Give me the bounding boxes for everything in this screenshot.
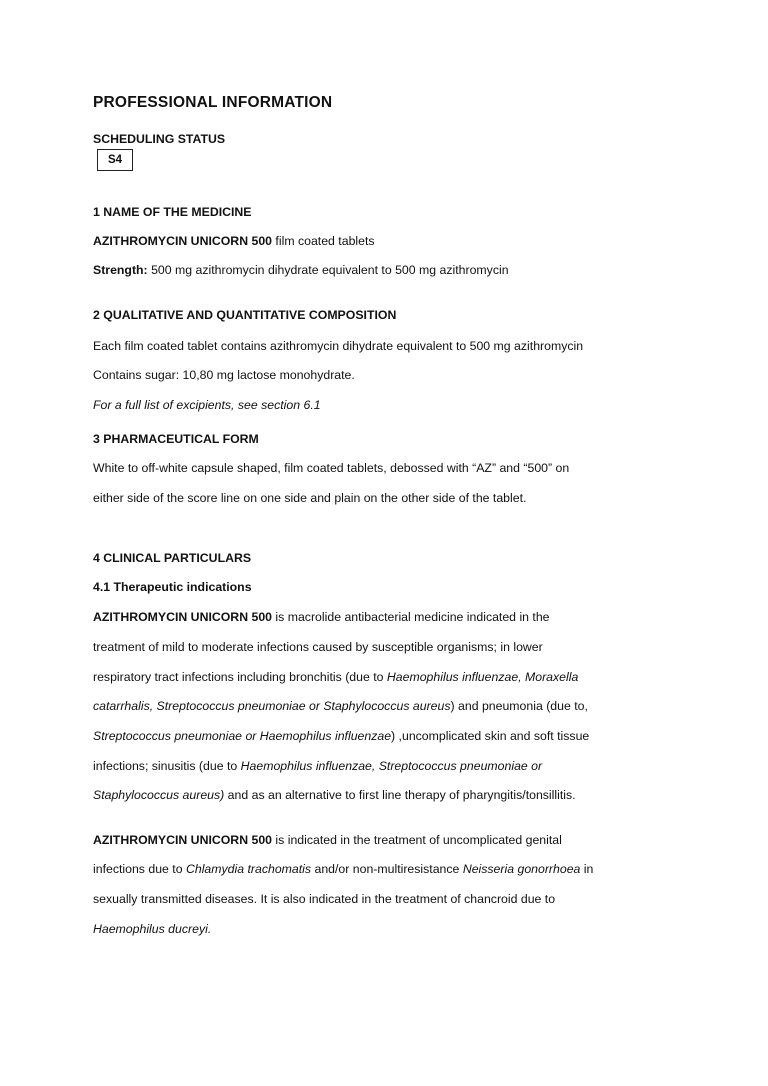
indications-p2-line-4: Haemophilus ducreyi. [93, 922, 212, 936]
section-4-heading: 4 CLINICAL PARTICULARS [93, 551, 252, 565]
section-1-heading: 1 NAME OF THE MEDICINE [93, 205, 252, 219]
text-span: is indicated in the treatment of uncomplicated genital [272, 833, 562, 847]
section-2-heading: 2 QUALITATIVE AND QUANTITATIVE COMPOSITION [93, 308, 397, 322]
organism-name: Neisseria gonorrhoea [462, 862, 581, 876]
indications-p1-line-1 [93, 610, 550, 625]
scheduling-status-heading: SCHEDULING STATUS [93, 132, 226, 146]
section-4-1-heading: 4.1 Therapeutic indications [93, 580, 252, 594]
organism-name: Haemophilus influenzae, Moraxella [386, 670, 579, 684]
text-span: in [580, 862, 594, 876]
scheduling-status-badge [97, 149, 133, 171]
page-title: PROFESSIONAL INFORMATION [93, 94, 333, 111]
text-span: infections; sinusitis (due to [93, 759, 241, 773]
medicine-name: AZITHROMYCIN UNICORN 500 [93, 610, 273, 624]
indications-p2-line-2 [93, 862, 593, 877]
indications-p1-line-2: treatment of mild to moderate infections caused by susceptible organisms; in lower [93, 640, 543, 654]
indications-p1-line-4 [93, 699, 588, 714]
text-span: infections due to [93, 862, 186, 876]
medicine-name: AZITHROMYCIN UNICORN 500 [93, 234, 273, 248]
organism-name: Staphylococcus aureus) [93, 788, 225, 802]
text-span: and/or non-multiresistance [311, 862, 463, 876]
composition-line-1: Each film coated tablet contains azithromycin dihydrate equivalent to 500 mg azithromycin [93, 339, 584, 353]
strength-text: 500 mg azithromycin dihydrate equivalent to 500 mg azithromycin [147, 263, 509, 277]
text-span: ) ,uncomplicated skin and soft tissue [391, 729, 590, 743]
composition-line-3: For a full list of excipients, see section 6.1 [93, 398, 321, 412]
organism-name: Haemophilus influenzae, Streptococcus pneumoniae or [240, 759, 543, 773]
indications-p2-line-1 [93, 833, 562, 848]
indications-p1-line-6 [93, 759, 542, 774]
form-line-1: White to off-white capsule shaped, film coated tablets, debossed with “AZ” and “500” on [93, 461, 570, 475]
strength-label: Strength: [93, 263, 148, 277]
organism-name: Streptococcus pneumoniae or Haemophilus influenzae [93, 729, 392, 743]
scheduling-status-value: S4 [107, 154, 123, 166]
text-span: and as an alternative to first line therapy of pharyngitis/tonsillitis. [224, 788, 576, 802]
composition-line-2: Contains sugar: 10,80 mg lactose monohydrate. [93, 368, 355, 382]
form-line-2: either side of the score line on one side and plain on the other side of the tablet. [93, 491, 527, 505]
medicine-name-line [93, 234, 375, 249]
indications-p1-line-3 [93, 670, 578, 685]
indications-p1-line-7 [93, 788, 576, 803]
text-span: respiratory tract infections including bronchitis (due to [93, 670, 387, 684]
text-span: ) and pneumonia (due to, [450, 699, 588, 713]
indications-p2-line-3: sexually transmitted diseases. It is also indicated in the treatment of chancroid due to [93, 892, 556, 906]
organism-name: catarrhalis, Streptococcus pneumoniae or Staphylococcus aureus [93, 699, 451, 713]
medicine-form: film coated tablets [272, 234, 375, 248]
section-3-heading: 3 PHARMACEUTICAL FORM [93, 432, 259, 446]
indications-p1-line-5 [93, 729, 589, 744]
strength-line [93, 263, 509, 278]
medicine-name: AZITHROMYCIN UNICORN 500 [93, 833, 273, 847]
organism-name: Chlamydia trachomatis [185, 862, 312, 876]
text-span: is macrolide antibacterial medicine indicated in the [272, 610, 550, 624]
